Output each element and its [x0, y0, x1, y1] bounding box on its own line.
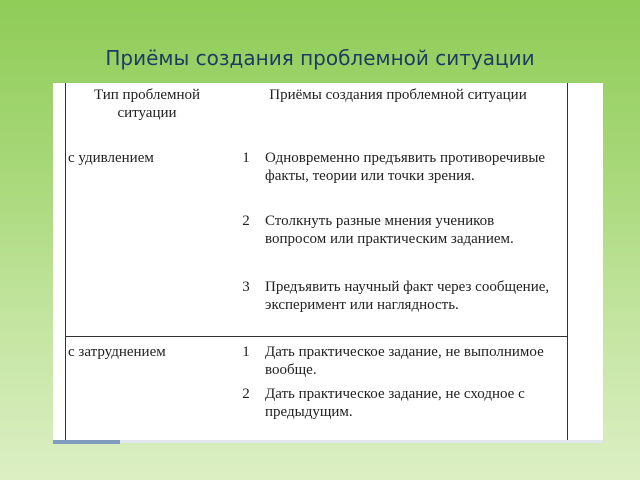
row1-item2-number: 2 — [242, 213, 250, 229]
row2-item2-text: Дать практическое задание, не сходное с предыдущим. — [265, 386, 525, 420]
row2-item2-number: 2 — [242, 386, 250, 402]
header-type: Тип проблемной ситуации — [93, 87, 201, 121]
table-left-border — [65, 83, 66, 440]
row1-item3-number: 3 — [242, 279, 250, 295]
sheet-bottom-edge — [53, 440, 603, 443]
document-sheet — [53, 83, 603, 440]
row1-item1-number: 1 — [242, 150, 250, 166]
slide-title: Приёмы создания проблемной ситуации — [105, 46, 535, 70]
row-divider — [65, 336, 568, 337]
row1-item3-text: Предъявить научный факт через сообщение, эксперимент или наглядность. — [265, 279, 550, 313]
row1-type: с удивлением — [68, 150, 154, 166]
row2-item1-number: 1 — [242, 344, 250, 360]
row2-type: с затруднением — [68, 344, 166, 360]
row1-item1-text: Одновременно предъявить противоречивые факты, теории или точки зрения. — [265, 150, 546, 184]
header-methods: Приёмы создания проблемной ситуации — [269, 87, 527, 103]
row2-item1-text: Дать практическое задание, не выполнимое вообще. — [265, 344, 544, 378]
sheet-bottom-accent — [53, 440, 120, 444]
table-right-border — [567, 83, 568, 440]
row1-item2-text: Столкнуть разные мнения учеников вопросом или практическим заданием. — [265, 213, 514, 247]
